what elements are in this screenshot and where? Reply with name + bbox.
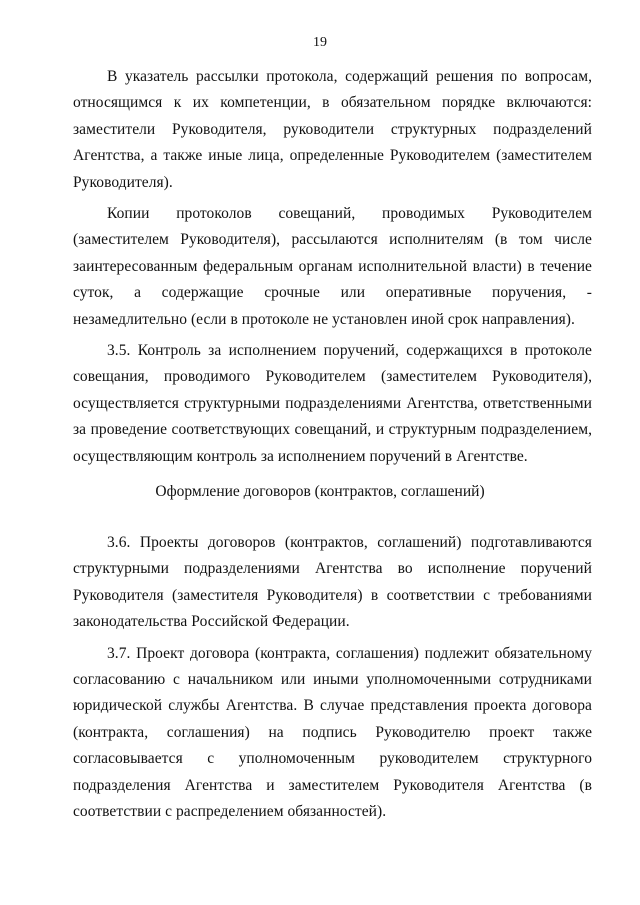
paragraph-3-7: 3.7. Проект договора (контракта, соглашения) подлежит обязательному согласованию с начальником или иными уполномоченными сотрудниками юридической службы Агентства. В случае представления проекта договора (контракта, соглашения) на подпись Руководителю проект также согласовывается с уполномоченным руководителем структурного подразделения Агентства и заместителем Руководителя Агентства (в соответствии с распределением обязанностей). bbox=[73, 644, 592, 821]
paragraph-protocol-copies: Копии протоколов совещаний, проводимых Руководителем (заместителем Руководителя), рассылаются исполнителям (в том числе заинтересованным федеральным органам исполнительной власти) в течение суток, а содержащие срочные или оперативные поручения, - незамедлительно (если в протоколе не установлен иной срок направления). bbox=[73, 205, 592, 328]
text-block-bottom bbox=[73, 530, 592, 825]
section-heading: Оформление договоров (контрактов, соглашений) bbox=[155, 483, 485, 500]
paragraph-distribution-list: В указатель рассылки протокола, содержащий решения по вопросам, относящимся к их компетенции, в обязательном порядке включаются: заместители Руководителя, руководители структурных подразделений Агентства, а также иные лица, определенные Руководителем (заместителем Руководителя). bbox=[73, 68, 592, 191]
page-number: 19 bbox=[313, 35, 327, 50]
text-block-top bbox=[73, 64, 592, 470]
paragraph-3-5: 3.5. Контроль за исполнением поручений, содержащихся в протоколе совещания, проводимого Руководителем (заместителем Руководителя), осуществляется структурными подразделениями Агентства, ответственными за проведение соответствующих совещаний, и структурным подразделением, осуществляющим контроль за исполнением поручений в Агентстве. bbox=[73, 342, 592, 465]
paragraph-3-6: 3.6. Проекты договоров (контрактов, соглашений) подготавливаются структурными подразделениями Агентства во исполнение поручений Руководителя (заместителя Руководителя) в соответствии с требованиями законодательства Российской Федерации. bbox=[73, 534, 592, 631]
